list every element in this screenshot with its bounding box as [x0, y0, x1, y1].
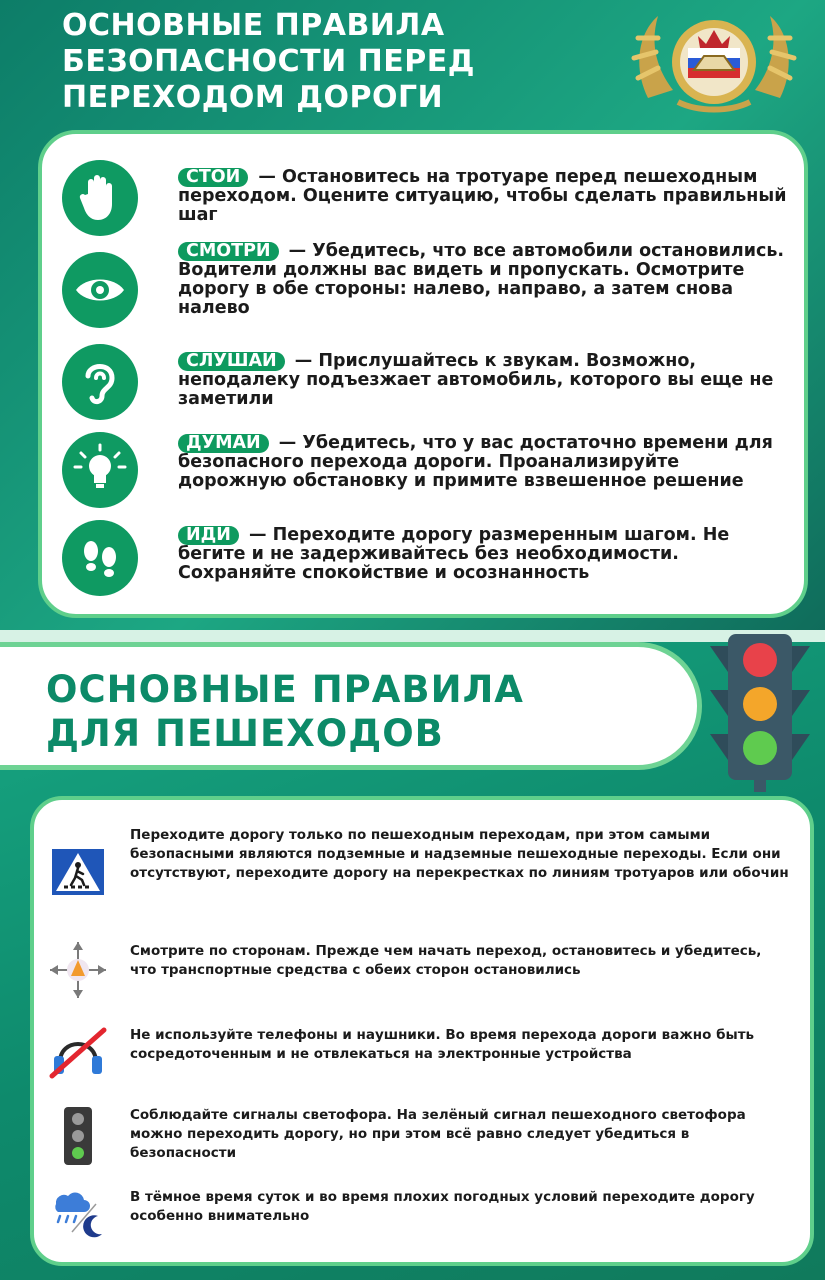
rule-tag: ИДИ — [178, 526, 239, 545]
title-line-1: ОСНОВНЫЕ ПРАВИЛА — [62, 8, 445, 43]
pedestrian-rule-text: Соблюдайте сигналы светофора. На зелёный сигнал пешеходного светофора можно переходить дорогу, но при этом всё равно следует убедиться в безопасности — [130, 1107, 746, 1161]
rule-description: — Убедитесь, что все автомобили остановились. Водители должны вас видеть и пропускать. Осмотрите дорогу в обе стороны: налево, направо, а затем снова налево — [178, 241, 785, 318]
rule-description: — Прислушайтесь к звукам. Возможно, неподалеку подъезжает автомобиль, которого вы еще не заметили — [178, 351, 774, 409]
rule-text — [178, 526, 788, 583]
eye-icon — [62, 252, 138, 328]
traffic-police-emblem-icon — [628, 8, 800, 116]
rule-description: — Убедитесь, что у вас достаточно времени для безопасного перехода дороги. Проанализируйте дорожную обстановку и примите взвешенное решение — [178, 433, 773, 491]
footprints-icon — [62, 520, 138, 596]
title-line-2: БЕЗОПАСНОСТИ ПЕРЕД — [62, 44, 475, 79]
pedestrian-rules-card — [30, 796, 814, 1266]
section-title-line-1: ОСНОВНЫЕ ПРАВИЛА — [46, 668, 524, 711]
section-divider — [0, 630, 825, 642]
traffic-light-icon — [42, 1104, 114, 1168]
page-title — [62, 8, 582, 116]
rule-text — [178, 168, 788, 225]
pedestrian-rule-text: Переходите дорогу только по пешеходным переходам, при этом самыми безопасными являются подземные и надземные пешеходные переходы. Если они отсутствуют, переходите дорогу на перекрестках по линиям тротуаров или обочин — [130, 827, 789, 881]
rule-tag: ДУМАЙ — [178, 434, 269, 453]
pedestrian-rule-text: В тёмное время суток и во время плохих погодных условий переходите дорогу особенно внимательно — [130, 1189, 755, 1224]
rule-tag: СЛУШАЙ — [178, 352, 285, 371]
weather-night-icon — [42, 1180, 114, 1244]
rule-tag: СТОЙ — [178, 168, 248, 187]
title-line-3: ПЕРЕХОДОМ ДОРОГИ — [62, 80, 444, 115]
pedestrian-rule-text: Смотрите по сторонам. Прежде чем начать переход, остановитесь и убедитесь, что транспортные средства с обеих сторон остановились — [130, 943, 762, 978]
rule-tag: СМОТРИ — [178, 242, 279, 261]
crosswalk-sign-icon — [42, 840, 114, 904]
pedestrian-section-title — [46, 668, 524, 756]
rule-description: — Остановитесь на тротуаре перед пешеходным переходом. Оцените ситуацию, чтобы сделать правильный шаг — [178, 167, 787, 225]
look-around-icon — [42, 938, 114, 1002]
rule-text — [178, 242, 788, 318]
rule-text — [178, 352, 788, 409]
lightbulb-icon — [62, 432, 138, 508]
ear-icon — [62, 344, 138, 420]
rule-description: — Переходите дорогу размеренным шагом. Не бегите и не задерживайтесь без необходимости. Сохраняйте спокойствие и осознанность — [178, 525, 730, 583]
rule-text — [178, 434, 788, 491]
no-headphones-icon — [42, 1020, 114, 1084]
pedestrian-rule-text: Не используйте телефоны и наушники. Во время перехода дороги важно быть сосредоточенным и не отвлекаться на электронные устройства — [130, 1027, 755, 1062]
crossing-rules-card — [38, 130, 808, 618]
section-title-line-2: ДЛЯ ПЕШЕХОДОВ — [46, 712, 444, 755]
traffic-light-large-icon — [706, 632, 814, 792]
hand-stop-icon — [62, 160, 138, 236]
